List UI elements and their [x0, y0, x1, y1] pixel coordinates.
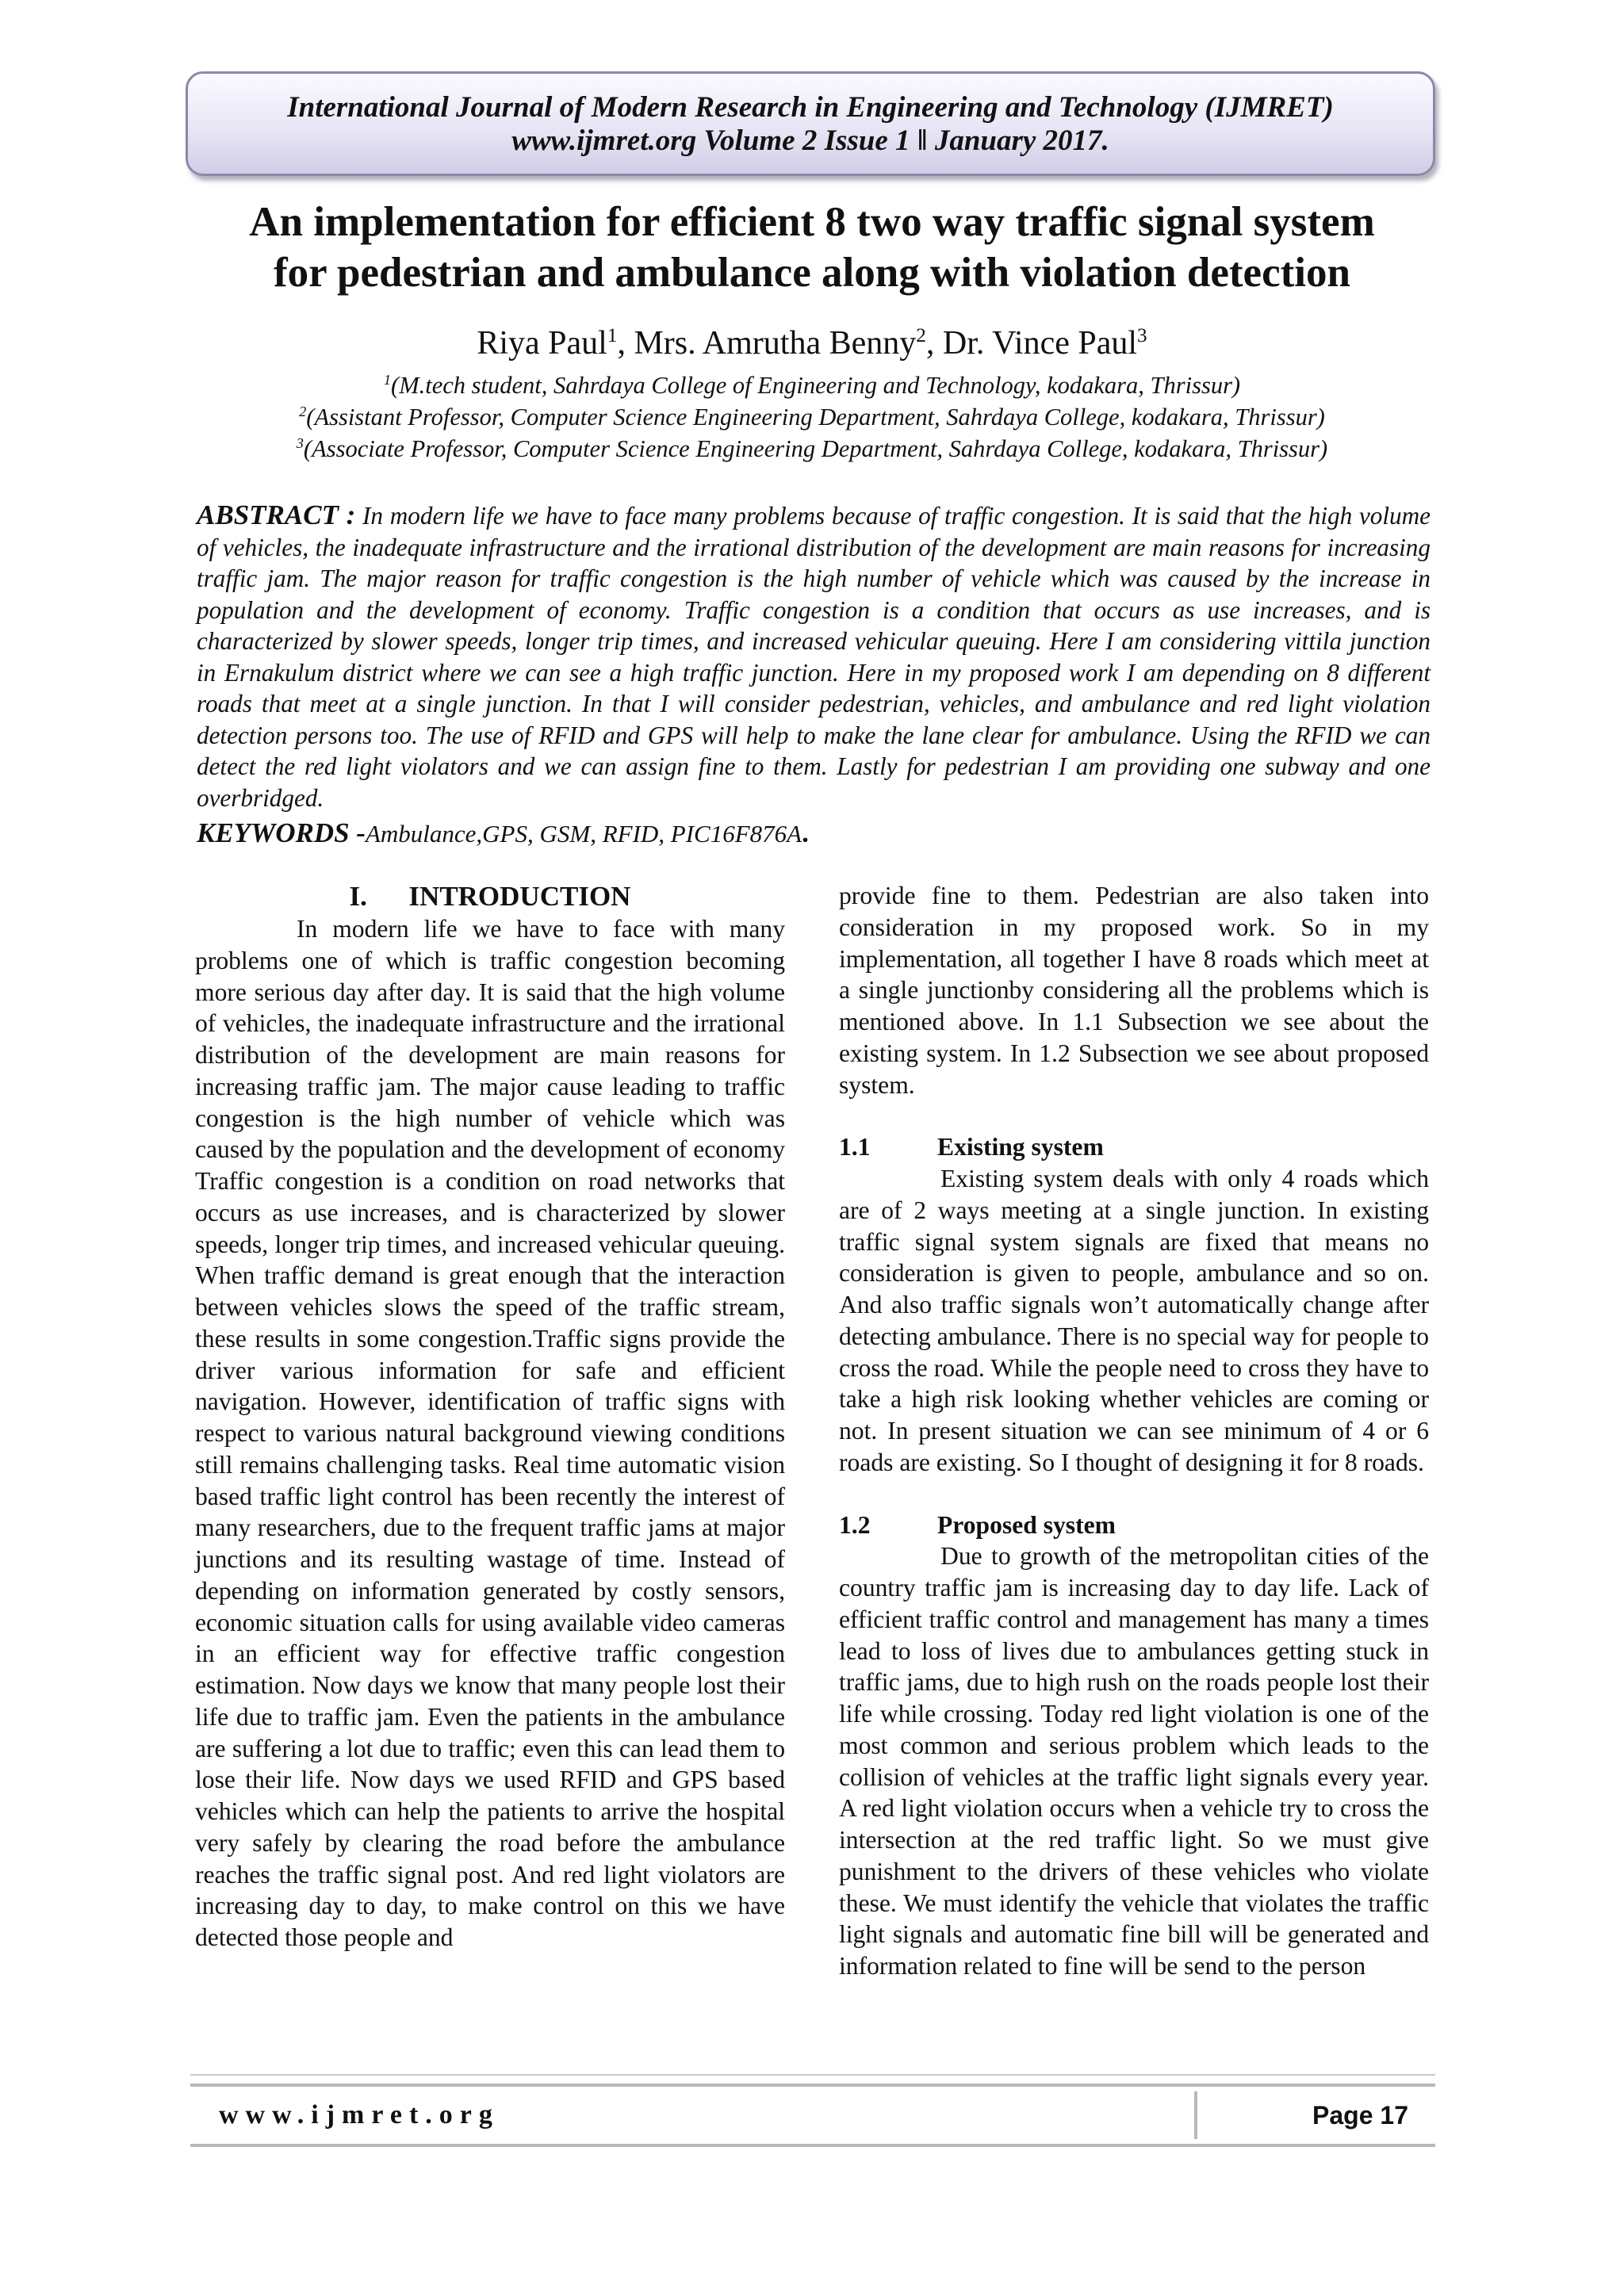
proposed-system-paragraph: Due to growth of the metropolitan cities of the country traffic jam is increasing day to day life. Lack of efficient traffic control and management has many a times lead to loss of lives due to ambulances getting stuck in traffic jams, due to high rush on the roads people lost their life while crossing. Today red light violation is one of the most common and serious problem which leads to the collision of vehicles at the traffic light signals every year. A red light violation occurs when a vehicle try to cross the intersection at the red traffic light. So we must give punishment to the drivers of these vehicles who violate these. We must identify the vehicle that violates the traffic light signals and automatic fine bill will be generated and information related to fine will be send to the person [839, 1542, 1429, 1980]
keywords [197, 817, 1431, 851]
author-separator: , [925, 325, 943, 362]
page-footer [190, 2084, 1435, 2147]
author-sup: 3 [1137, 325, 1147, 346]
author-name: Riya Paul [477, 325, 607, 362]
author-name: Mrs. Amrutha Benny [634, 325, 917, 362]
section-heading-introduction: I. INTRODUCTION [349, 881, 631, 912]
introduction-continuation: provide fine to them. Pedestrian are also taken into consideration in my proposed work. So in my implementation, all together I have 8 roads which meet at a single junctionby considering all the problems which is mentioned above. In 1.1 Subsection we see about the existing system. In 1.2 Subsection we see about proposed system. [839, 882, 1429, 1099]
existing-system-paragraph: Existing system deals with only 4 roads which are of 2 ways meeting at a single junction. In existing traffic signal system signals are fixed that means no consideration is given to people, ambulance and so on. And also traffic signals won’t automatically change after detecting ambulance. There is no special way for people to cross the road. While the people need to cross they have to take a high risk looking whether vehicles are coming or not. In present situation we can see minimum of 4 or 6 roads are existing. So I thought of designing it for 8 roads. [839, 1165, 1429, 1476]
affiliation-text: (Assistant Professor, Computer Science Engineering Department, Sahrdaya College, kodakara, Thrissur) [306, 404, 1325, 430]
subsection-number: 1.1 [839, 1133, 871, 1161]
author-separator: , [617, 325, 634, 362]
abstract-text: In modern life we have to face many problems because of traffic congestion. It is said that the high volume of vehicles, the inadequate infrastructure and the irrational distribution of the development are main reasons for increasing traffic jam. The major reason for traffic congestion is the high number of vehicle which was caused by the increase in population and the development of economy. Traffic congestion is a condition that occurs as use increases, and is characterized by slower speeds, longer trip times, and increased vehicular queuing. Here I am considering vittila junction in Ernakulum district where we can see a high traffic junction. Here in my proposed work I am depending on 8 different roads that meet at a single junction. In that I will consider pedestrian, vehicles, and ambulance and red light violation detection persons too. The use of RFID and GPS will help to make the lane clear for ambulance. Using the RFID we can detect the red light violators and we can assign fine to them. Lastly for pedestrian I am providing one subway and one overbridged. [197, 502, 1431, 812]
subsection-number: 1.2 [839, 1510, 871, 1539]
affiliation-line [0, 401, 1624, 433]
title-line-1: An implementation for efficient 8 two way traffic signal system [249, 199, 1375, 245]
left-column [195, 880, 785, 1954]
introduction-paragraph: In modern life we have to face with many problems one of which is traffic congestion becoming more serious day after day. It is said that the high volume of vehicles, the inadequate infrastructure and the irrational distribution of the development are main reasons for increasing traffic jam. The major cause leading to traffic congestion is the high number of vehicle which was caused by the population and the development of economy Traffic congestion is a condition on road networks that occurs as use increases, and is characterized by slower speeds, longer trip times, and increased vehicular queuing. When traffic demand is great enough that the interaction between vehicles slows the speed of the traffic stream, these results in some congestion.Traffic signs provide the driver various information for safe and efficient navigation. However, identification of traffic signs with respect to various natural background viewing conditions still remains challenging tasks. Real time automatic vision based traffic light control has been recently the interest of many researchers, due to the frequent traffic jams at major junctions and its resulting wastage of time. Instead of depending on information generated by costly sensors, economic situation calls for using available video cameras in an efficient way for effective traffic congestion estimation. Now days we know that many people lost their life due to traffic jam. Even the patients in the ambulance are suffering a lot due to traffic; even this can lead them to lose their life. Now days we used RFID and GPS based vehicles which can help the patients to arrive the hospital very safely by clearing the road before the ambulance reaches the traffic signal post. And red light violators are increasing day to day, to make control on this we have detected those people and [195, 915, 785, 1951]
subsection-title: Existing system [937, 1133, 1104, 1161]
keywords-label: KEYWORDS - [197, 817, 366, 848]
affiliation-text: (Associate Professor, Computer Science Engineering Department, Sahrdaya College, kodakara, Thrissur) [303, 435, 1328, 462]
journal-issue: www.ijmret.org Volume 2 Issue 1 ǁ January 2017. [511, 124, 1109, 157]
keywords-text: Ambulance,GPS, GSM, RFID, PIC16F876A [365, 820, 802, 848]
subsection-title: Proposed system [937, 1510, 1116, 1539]
title-line-2: for pedestrian and ambulance along with violation detection [274, 250, 1350, 296]
affiliation-sup: 1 [383, 371, 392, 388]
subsection-heading-existing [839, 1131, 1429, 1163]
affiliation-sup: 3 [296, 434, 304, 451]
affiliation-line [0, 433, 1624, 465]
author-sup: 2 [916, 325, 926, 346]
subsection-heading-proposed [839, 1510, 1429, 1541]
footer-site: www.ijmret.org [190, 2091, 1197, 2139]
abstract-label: ABSTRACT : [197, 499, 356, 530]
affiliation-text: (M.tech student, Sahrdaya College of Engineering and Technology, kodakara, Thrissur) [391, 372, 1241, 399]
author-sup: 1 [607, 325, 618, 346]
author-list [0, 323, 1624, 363]
keywords-end: . [802, 817, 809, 848]
affiliations [0, 369, 1624, 465]
paper-title [127, 197, 1497, 298]
journal-name: International Journal of Modern Research in Engineering and Technology (IJMRET) [287, 91, 1334, 124]
affiliation-line [0, 369, 1624, 401]
journal-header [186, 71, 1435, 176]
abstract [197, 499, 1431, 813]
author-name: Dr. Vince Paul [942, 325, 1138, 362]
page-number: Page 17 [1312, 2101, 1408, 2130]
affiliation-sup: 2 [299, 403, 307, 419]
footer-divider [190, 2074, 1435, 2076]
right-column [839, 880, 1429, 1982]
